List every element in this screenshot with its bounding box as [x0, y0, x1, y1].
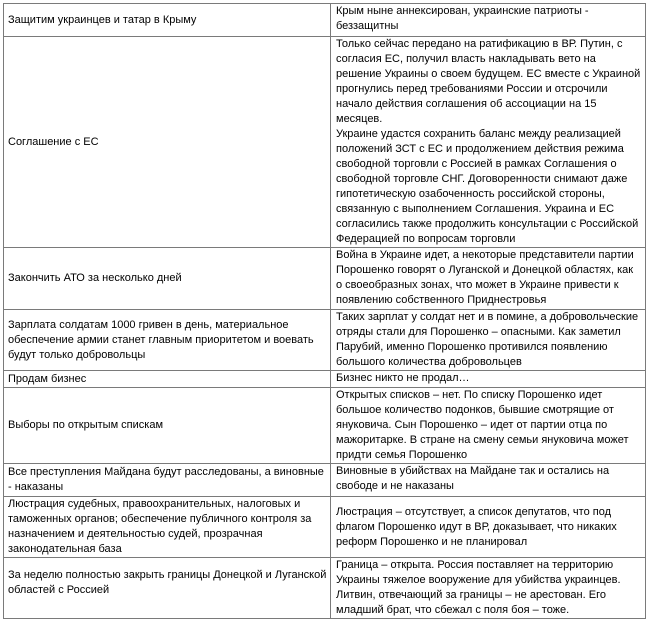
promise-cell: Защитим украинцев и татар в Крыму	[4, 4, 331, 37]
promise-cell: За неделю полностью закрыть границы Донецкой и Луганской областей с Россией	[4, 558, 331, 619]
table-row	[4, 558, 646, 619]
table-row	[4, 371, 646, 388]
table-row	[4, 388, 646, 464]
promise-cell: Выборы по открытым спискам	[4, 388, 331, 464]
table-row	[4, 37, 646, 248]
promise-cell: Зарплата солдатам 1000 гривен в день, материальное обеспечение армии станет главным приоритетом и воевать будут только добровольцы	[4, 310, 331, 371]
table-row	[4, 248, 646, 310]
reality-cell	[331, 4, 646, 37]
reality-text: Люстрация – отсутствует, а список депутатов, что под флагом Порошенко идут в ВР, доказывает, что никаких реформ Порошенко и не планировал	[336, 505, 617, 548]
reality-cell	[331, 388, 646, 464]
reality-text: Таких зарплат у солдат нет и в помине, а добровольческие отряды стали для Порошенко – опасными. Как заметил Парубий, именно Порошенко противился появлению большого количества добровольцев	[336, 311, 639, 368]
reality-text: Война в Украине идет, а некоторые представители партии Порошенко говорят о Луганской и Донецкой областях, как о своеобразных зонах, что может в Украине привести к появлению собственного Приднестровья	[336, 249, 634, 306]
table-row	[4, 4, 646, 37]
reality-text: Только сейчас передано на ратификацию в ВР. Путин, с согласия ЕС, получил власть накладывать вето на решение Украины о своем будущем. ЕС вместе с Украиной прогнулись перед требованиями России и отсрочили начало действия соглашения об ассоциации на 15 месяцев.	[336, 38, 641, 125]
promise-cell: Закончить АТО за несколько дней	[4, 248, 331, 310]
table-row	[4, 464, 646, 497]
reality-text: Открытых списков – нет. По списку Порошенко идет большое количество подонков, бывшие смотрящие от януковича. Сын Порошенко – идет от партии отца по мажоритарке. В стране на смену семьи януковича может придти семья Порошенко	[336, 389, 629, 461]
reality-cell	[331, 248, 646, 310]
table-row	[4, 310, 646, 371]
promise-cell: Люстрация судебных, правоохранительных, налоговых и таможенных органов; обеспечение публичного контроля за назначением и деятельностью судей, прозрачная законодательная база	[4, 497, 331, 558]
promise-cell: Продам бизнес	[4, 371, 331, 388]
reality-text: Украине удастся сохранить баланс между реализацией положений ЗСТ с ЕС и продолжением действия режима свободной торговли с Россией в рамках Соглашения о свободной торговле СНГ. Договоренности снимают даже гипотетическую озабоченность российской стороны, связанную с выполнением Соглашения. Украина и ЕС согласились также продолжить консультации с Российской Федерацией по вопросам торговли	[336, 128, 639, 245]
promises-table	[3, 3, 646, 619]
reality-cell	[331, 558, 646, 619]
reality-cell	[331, 310, 646, 371]
reality-cell	[331, 497, 646, 558]
reality-text: Бизнес никто не продал…	[336, 372, 470, 384]
promise-cell: Все преступления Майдана будут расследованы, а виновные - наказаны	[4, 464, 331, 497]
reality-text: Виновные в убийствах на Майдане так и остались на свободе и не наказаны	[336, 465, 610, 492]
reality-text: Крым ныне аннексирован, украинские патриоты - беззащитны	[336, 5, 589, 32]
reality-cell	[331, 464, 646, 497]
reality-cell	[331, 371, 646, 388]
promise-cell: Соглашение с ЕС	[4, 37, 331, 248]
document-page	[3, 3, 646, 619]
table-row	[4, 497, 646, 558]
reality-text: Граница – открыта. Россия поставляет на территорию Украины тяжелое вооружение для убийства украинцев. Литвин, отвечающий за границы – не арестован. Его младший брат, что сбежал с поля боя – тоже.	[336, 559, 621, 616]
reality-cell	[331, 37, 646, 248]
